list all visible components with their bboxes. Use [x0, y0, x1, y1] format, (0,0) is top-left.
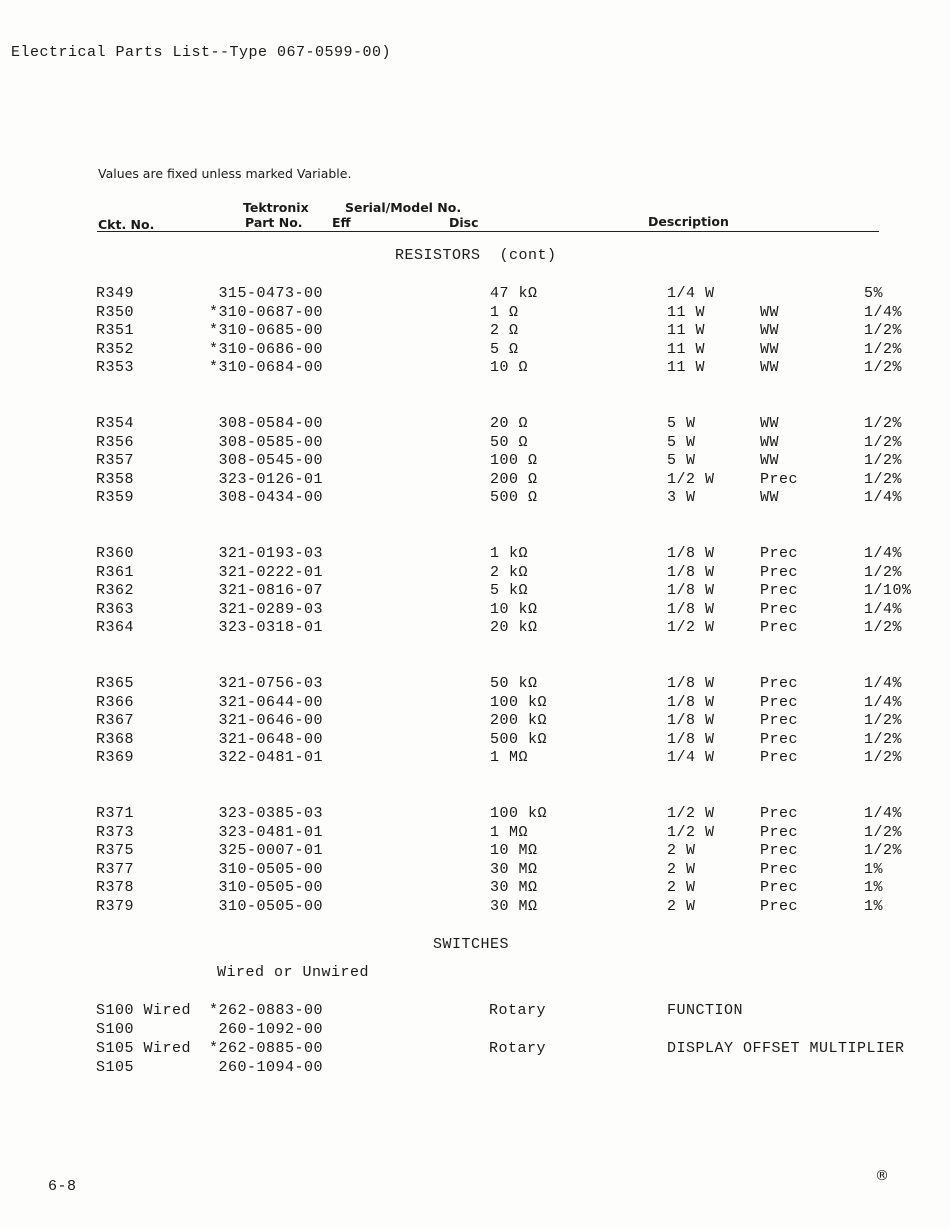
header-description: Description	[648, 214, 729, 229]
value: 100 kΩ	[490, 693, 548, 711]
tolerance: 1/2%	[864, 842, 903, 860]
ckt-no: R360	[96, 545, 135, 562]
value: 50 Ω	[490, 433, 529, 451]
resistor-type: Prec	[760, 749, 799, 767]
ckt-no: R359	[96, 489, 135, 507]
part-no: 321-0644-00	[209, 693, 324, 711]
part-no: 310-0505-00	[209, 898, 324, 915]
header-part-no: Part No.	[245, 215, 303, 230]
part-no: 310-0505-00	[209, 860, 324, 878]
header-rule	[97, 231, 879, 232]
value: 1 Ω	[490, 303, 519, 321]
ckt-no: S100	[96, 1021, 135, 1038]
value: 100 kΩ	[490, 805, 548, 822]
resistor-type: WW	[760, 433, 780, 451]
resistor-type: WW	[760, 340, 780, 358]
resistor-type: Prec	[760, 860, 799, 878]
tolerance: 1%	[864, 879, 884, 897]
value: 2 kΩ	[490, 563, 529, 581]
power-rating: 2 W	[667, 842, 696, 860]
value: 5 kΩ	[490, 582, 529, 600]
ckt-no: R367	[96, 712, 135, 730]
value: 30 MΩ	[490, 860, 538, 878]
ckt-no: R365	[96, 675, 135, 692]
power-rating: 1/2 W	[667, 619, 715, 637]
power-rating: 2 W	[667, 898, 696, 915]
resistor-type: WW	[760, 359, 780, 377]
part-no: 321-0193-03	[209, 545, 324, 562]
power-rating: 1/4 W	[667, 749, 715, 767]
tolerance: 1/2%	[864, 563, 903, 581]
power-rating: 1/8 W	[667, 712, 715, 730]
tolerance: 1/4%	[864, 489, 903, 507]
power-rating: 1/8 W	[667, 563, 715, 581]
power-rating: 1/8 W	[667, 675, 715, 692]
resistor-type: Prec	[760, 470, 799, 488]
tolerance: 1/4%	[864, 805, 903, 822]
part-no: 321-0646-00	[209, 712, 324, 730]
power-rating: 2 W	[667, 879, 696, 897]
resistor-type: Prec	[760, 823, 799, 841]
part-no: 321-0816-07	[209, 582, 324, 600]
power-rating: 1/8 W	[667, 730, 715, 748]
part-no: 323-0481-01	[209, 823, 324, 841]
value: 10 MΩ	[490, 842, 538, 860]
resistor-type: Prec	[760, 563, 799, 581]
value: 200 kΩ	[490, 712, 548, 730]
ckt-no: R366	[96, 693, 135, 711]
values-note: Values are fixed unless marked Variable.	[98, 166, 352, 181]
part-no: *262-0883-00	[209, 1002, 324, 1019]
part-no: 321-0648-00	[209, 730, 324, 748]
part-no: 322-0481-01	[209, 749, 324, 767]
part-no: 308-0434-00	[209, 489, 324, 507]
ckt-no: S105	[96, 1059, 135, 1076]
ckt-no: R352	[96, 340, 135, 358]
value: 5 Ω	[490, 340, 519, 358]
value: 50 kΩ	[490, 675, 538, 692]
ckt-no: R371	[96, 805, 135, 822]
part-no: *262-0885-00	[209, 1040, 324, 1057]
part-no: 260-1094-00	[209, 1059, 324, 1076]
header-disc: Disc	[449, 215, 479, 230]
power-rating: 3 W	[667, 489, 696, 507]
power-rating: 11 W	[667, 359, 706, 377]
tolerance: 1/2%	[864, 470, 903, 488]
resistor-type: Prec	[760, 879, 799, 897]
ckt-no: R379	[96, 898, 135, 915]
value: 100 Ω	[490, 452, 538, 470]
ckt-no: R356	[96, 433, 135, 451]
power-rating: 5 W	[667, 415, 696, 432]
tolerance: 1/2%	[864, 433, 903, 451]
value: 2 Ω	[490, 322, 519, 340]
header-tektronix: Tektronix	[243, 200, 309, 215]
part-no: 308-0584-00	[209, 415, 324, 432]
part-no: 323-0318-01	[209, 619, 324, 637]
switch-type: Rotary	[489, 1002, 547, 1019]
tolerance: 1/2%	[864, 823, 903, 841]
part-no: 308-0585-00	[209, 433, 324, 451]
value: 1 MΩ	[490, 749, 529, 767]
power-rating: 1/8 W	[667, 600, 715, 618]
tolerance: 1/2%	[864, 619, 903, 637]
value: 500 kΩ	[490, 730, 548, 748]
value: 20 Ω	[490, 415, 529, 432]
value: 10 Ω	[490, 359, 529, 377]
part-no: 308-0545-00	[209, 452, 324, 470]
part-no: *310-0687-00	[209, 303, 324, 321]
tolerance: 5%	[864, 285, 884, 302]
resistor-type: Prec	[760, 730, 799, 748]
switches-section-heading: SWITCHES	[433, 936, 510, 953]
ckt-no: R362	[96, 582, 135, 600]
tolerance: 1/2%	[864, 340, 903, 358]
value: 10 kΩ	[490, 600, 538, 618]
resistors-section-heading: RESISTORS (cont)	[395, 247, 557, 264]
resistor-type: Prec	[760, 805, 799, 822]
ckt-no: R353	[96, 359, 135, 377]
resistor-type: WW	[760, 303, 780, 321]
power-rating: 2 W	[667, 860, 696, 878]
ckt-no: R363	[96, 600, 135, 618]
resistor-type: Prec	[760, 619, 799, 637]
power-rating: 1/4 W	[667, 285, 715, 302]
ckt-no: R350	[96, 303, 135, 321]
power-rating: 1/8 W	[667, 582, 715, 600]
tolerance: 1/4%	[864, 600, 903, 618]
power-rating: 11 W	[667, 322, 706, 340]
ckt-no: R351	[96, 322, 135, 340]
ckt-no: R364	[96, 619, 135, 637]
header-serial-model: Serial/Model No.	[345, 200, 462, 215]
ckt-no: R377	[96, 860, 135, 878]
part-no: 325-0007-01	[209, 842, 324, 860]
ckt-no: R349	[96, 285, 135, 302]
resistor-type: Prec	[760, 693, 799, 711]
ckt-no: R354	[96, 415, 135, 432]
tolerance: 1/2%	[864, 730, 903, 748]
power-rating: 1/8 W	[667, 693, 715, 711]
resistor-type: Prec	[760, 898, 799, 915]
value: 30 MΩ	[490, 898, 538, 915]
power-rating: 1/2 W	[667, 805, 715, 822]
resistor-type: WW	[760, 322, 780, 340]
value: 47 kΩ	[490, 285, 538, 302]
tolerance: 1/4%	[864, 303, 903, 321]
power-rating: 5 W	[667, 452, 696, 470]
value: 200 Ω	[490, 470, 538, 488]
tolerance: 1/10%	[864, 582, 912, 600]
value: 1 kΩ	[490, 545, 529, 562]
tolerance: 1/4%	[864, 545, 903, 562]
tolerance: 1/2%	[864, 712, 903, 730]
power-rating: 1/2 W	[667, 823, 715, 841]
part-no: 315-0473-00	[209, 285, 324, 302]
resistor-type: Prec	[760, 675, 799, 692]
ckt-no: R369	[96, 749, 135, 767]
part-no: 321-0289-03	[209, 600, 324, 618]
value: 30 MΩ	[490, 879, 538, 897]
ckt-no: R357	[96, 452, 135, 470]
header-eff: Eff	[332, 215, 351, 230]
ckt-no: R378	[96, 879, 135, 897]
value: 1 MΩ	[490, 823, 529, 841]
resistor-type: WW	[760, 489, 780, 507]
ckt-no: R368	[96, 730, 135, 748]
ckt-no: R361	[96, 563, 135, 581]
resistor-type: Prec	[760, 582, 799, 600]
part-no: 310-0505-00	[209, 879, 324, 897]
switch-type: Rotary	[489, 1040, 547, 1057]
tolerance: 1/2%	[864, 322, 903, 340]
power-rating: 1/8 W	[667, 545, 715, 562]
tolerance: 1/2%	[864, 415, 903, 432]
power-rating: 11 W	[667, 303, 706, 321]
resistor-type: Prec	[760, 712, 799, 730]
value: 500 Ω	[490, 489, 538, 507]
resistor-type: WW	[760, 452, 780, 470]
power-rating: 5 W	[667, 433, 696, 451]
page-title: Electrical Parts List--Type 067-0599-00)	[11, 44, 392, 61]
part-no: 260-1092-00	[209, 1021, 324, 1038]
tolerance: 1%	[864, 860, 884, 878]
part-no: 321-0756-03	[209, 675, 324, 692]
part-no: *310-0685-00	[209, 322, 324, 340]
tolerance: 1%	[864, 898, 884, 915]
power-rating: 1/2 W	[667, 470, 715, 488]
part-no: 323-0126-01	[209, 470, 324, 488]
ckt-no: R358	[96, 470, 135, 488]
ckt-no: R373	[96, 823, 135, 841]
tolerance: 1/4%	[864, 693, 903, 711]
power-rating: 11 W	[667, 340, 706, 358]
ckt-no: S100 Wired	[96, 1002, 192, 1019]
switch-description: DISPLAY OFFSET MULTIPLIER	[667, 1040, 905, 1057]
resistor-type: Prec	[760, 842, 799, 860]
part-no: 323-0385-03	[209, 805, 324, 822]
part-no: *310-0686-00	[209, 340, 324, 358]
switch-description: FUNCTION	[667, 1002, 744, 1019]
value: 20 kΩ	[490, 619, 538, 637]
header-ckt-no: Ckt. No.	[98, 217, 155, 232]
resistor-type: WW	[760, 415, 780, 432]
tolerance: 1/2%	[864, 359, 903, 377]
part-no: 321-0222-01	[209, 563, 324, 581]
page-number: 6-8	[48, 1178, 77, 1195]
part-no: *310-0684-00	[209, 359, 324, 377]
tolerance: 1/2%	[864, 749, 903, 767]
tolerance: 1/4%	[864, 675, 903, 692]
ckt-no: R375	[96, 842, 135, 860]
resistor-type: Prec	[760, 545, 799, 562]
ckt-no: S105 Wired	[96, 1040, 192, 1057]
resistor-type: Prec	[760, 600, 799, 618]
tolerance: 1/2%	[864, 452, 903, 470]
registered-mark: ®	[875, 1168, 889, 1184]
switches-subheading: Wired or Unwired	[217, 964, 370, 981]
